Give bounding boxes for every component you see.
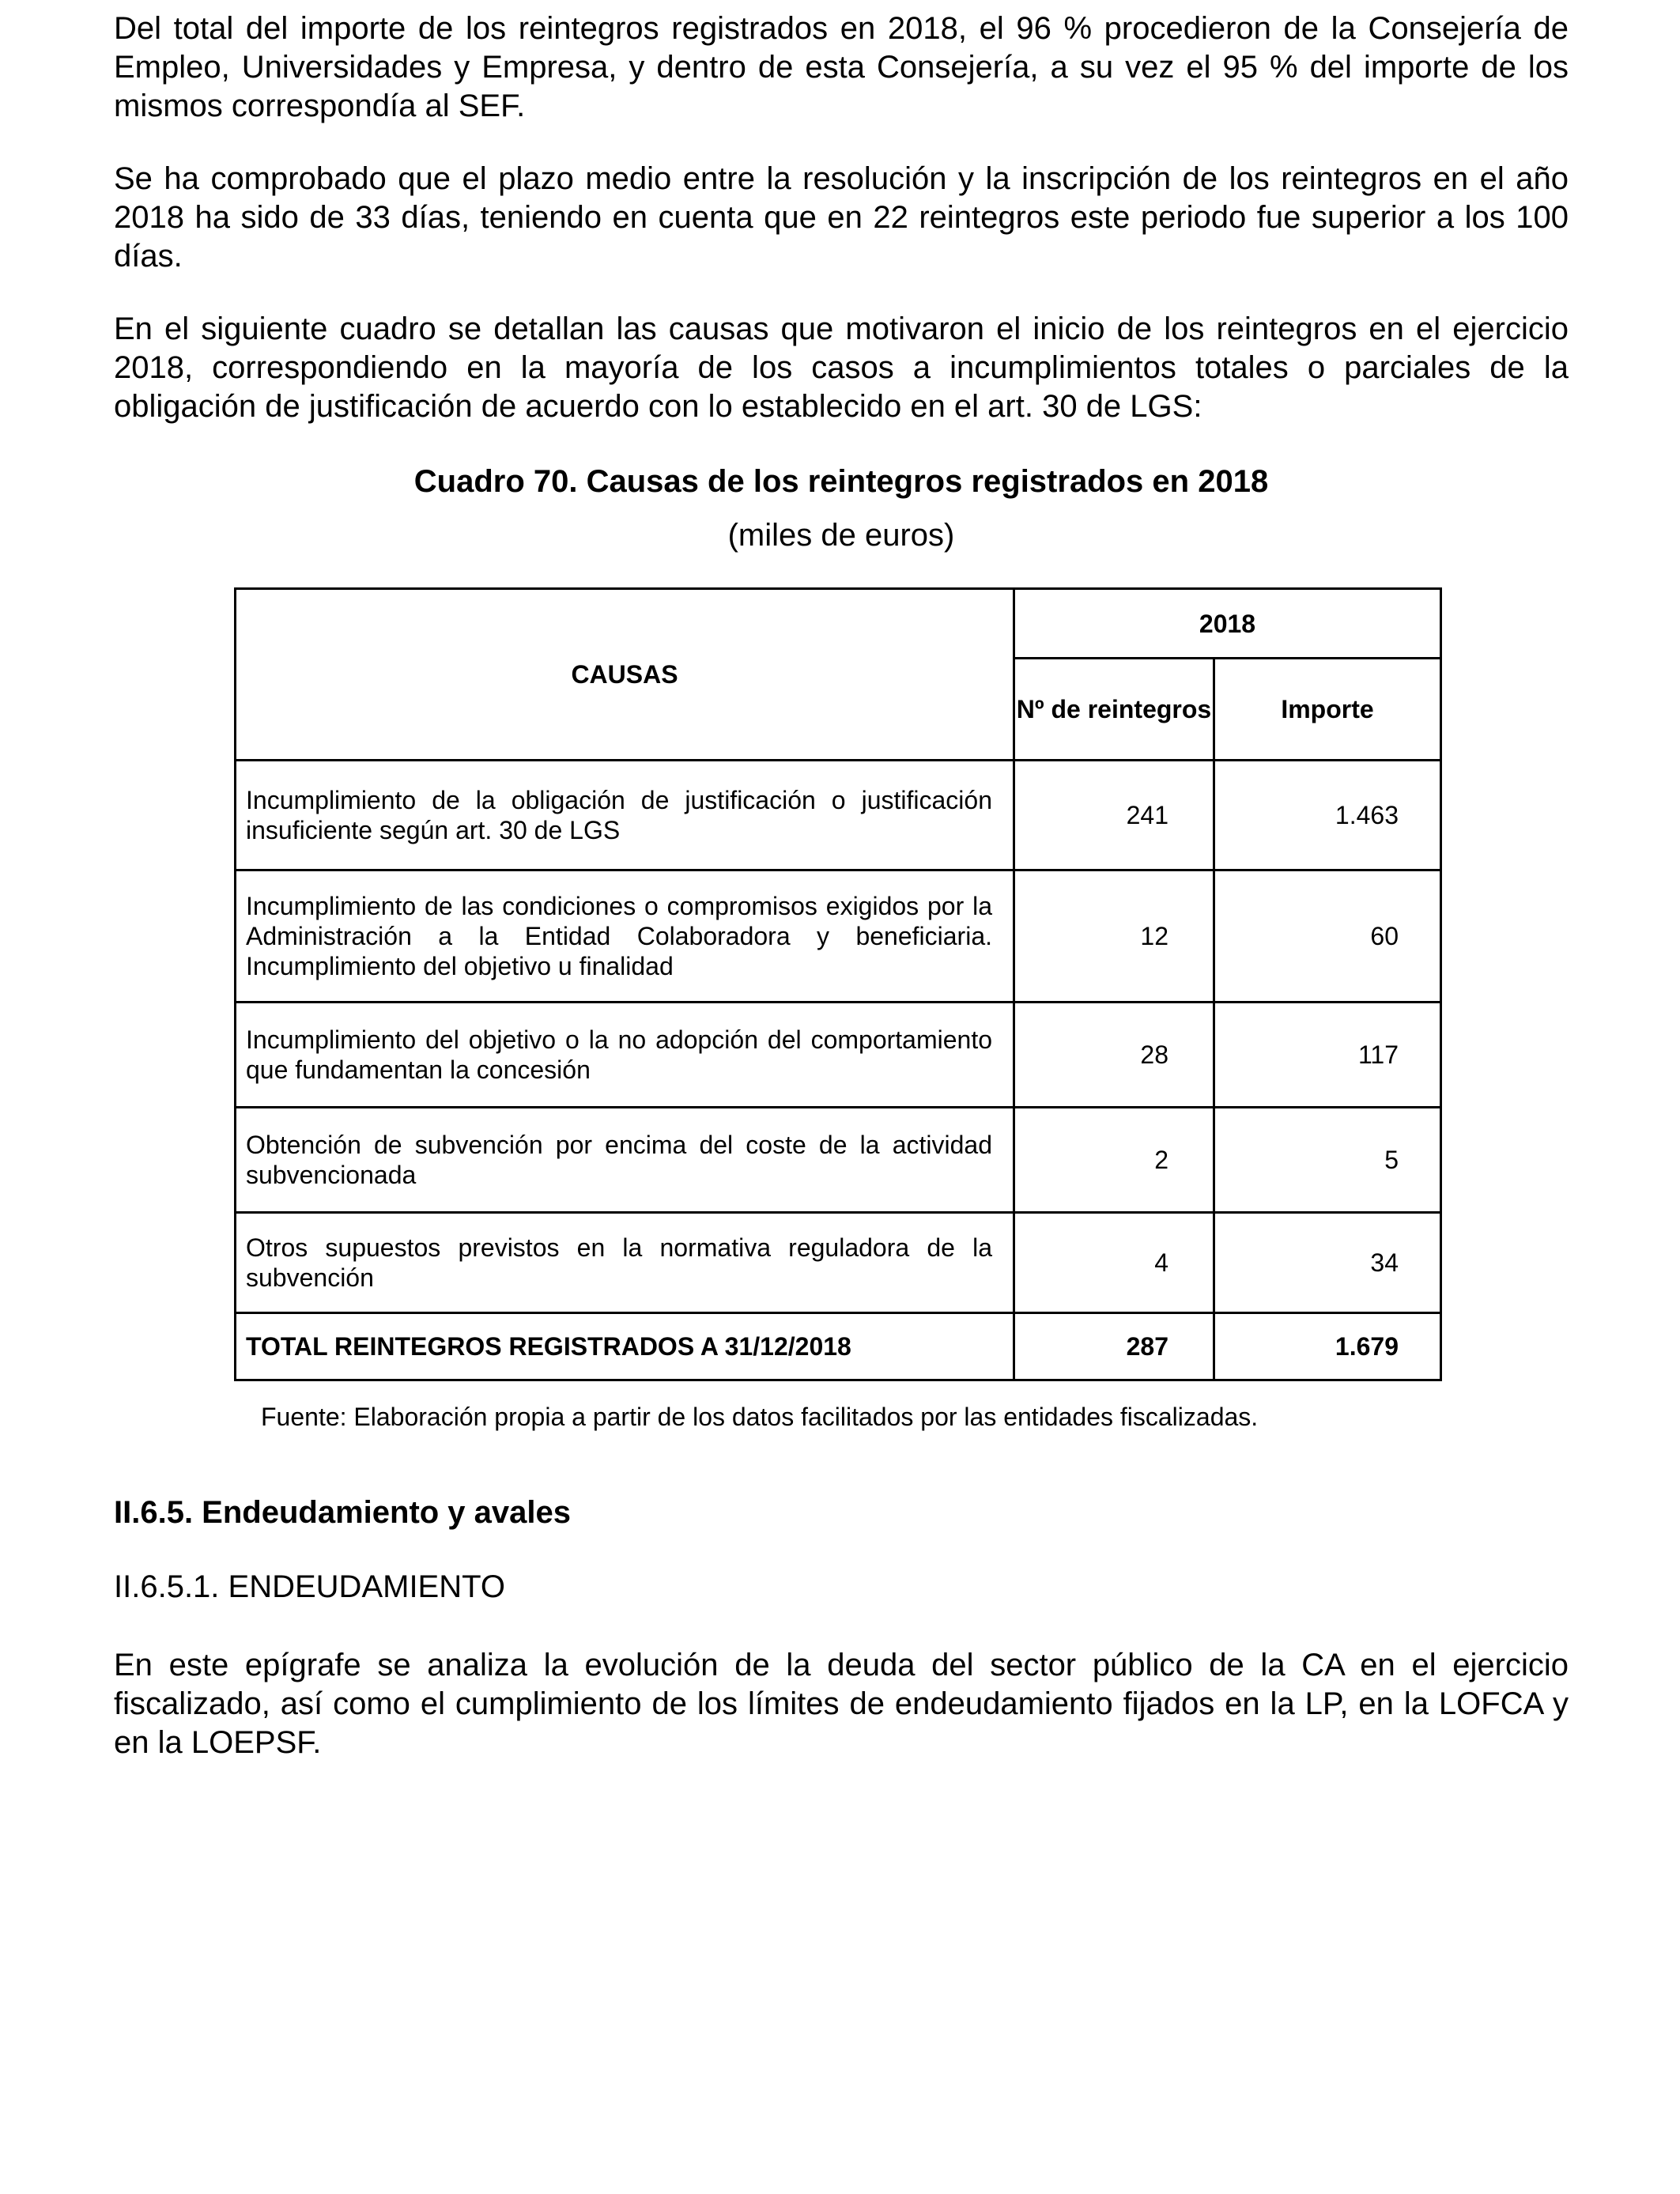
num-cell: 2 [1014,1108,1214,1213]
cause-cell: Obtención de subvención por encima del coste de la actividad subvencionada [236,1108,1014,1213]
importe-cell: 60 [1214,870,1441,1003]
table-row [236,761,1441,870]
table-total-row [236,1313,1441,1380]
table-row [236,1213,1441,1313]
table-row [236,870,1441,1003]
header-num-reintegros: Nº de reintegros [1014,659,1214,761]
table-row [236,1108,1441,1213]
header-year: 2018 [1014,589,1441,659]
total-importe-cell: 1.679 [1214,1313,1441,1380]
num-cell: 28 [1014,1003,1214,1108]
paragraph-causas-intro: En el siguiente cuadro se detallan las causas que motivaron el inicio de los reintegros en el ejercicio 2018, correspondiendo en la mayoría de los casos a incumplimientos totales o parciales de la obligación de justificación de acuerdo con lo establecido en el art. 30 de LGS: [114,312,1569,424]
paragraph-endeudamiento: En este epígrafe se analiza la evolución de la deuda del sector público de la CA en el ejercicio fiscalizado, así como el cumplimiento de los límites de endeudamiento fijados en la LP, en la LOFCA y en la LOEPSF. [114,1648,1569,1760]
header-causas: CAUSAS [236,589,1014,761]
importe-cell: 34 [1214,1213,1441,1313]
importe-cell: 5 [1214,1108,1441,1213]
cause-cell: Otros supuestos previstos en la normativa reguladora de la subvención [236,1213,1014,1313]
num-cell: 241 [1014,761,1214,870]
table-source-note: Fuente: Elaboración propia a partir de los datos facilitados por las entidades fiscalizadas. [261,1403,1259,1431]
table-header-row [236,589,1441,659]
cause-cell: Incumplimiento del objetivo o la no adopción del comportamiento que fundamentan la concesión [236,1003,1014,1108]
table-title: Cuadro 70. Causas de los reintegros registrados en 2018 [413,464,1269,499]
importe-cell: 117 [1214,1003,1441,1108]
total-num-cell: 287 [1014,1313,1214,1380]
header-importe: Importe [1214,659,1441,761]
num-cell: 12 [1014,870,1214,1003]
cause-cell: Incumplimiento de las condiciones o compromisos exigidos por la Administración a la Entidad Colaboradora y beneficiaria. Incumplimiento del objetivo u finalidad [236,870,1014,1003]
causes-table [234,587,1442,1381]
paragraph-plazo-medio: Se ha comprobado que el plazo medio entre la resolución y la inscripción de los reintegros en el año 2018 ha sido de 33 días, teniendo en cuenta que en 22 reintegros este periodo fue superior a los 100 días. [114,161,1569,274]
cause-cell: Incumplimiento de la obligación de justificación o justificación insuficiente según art. 30 de LGS [236,761,1014,870]
table-row [236,1003,1441,1108]
subsection-heading: II.6.5.1. ENDEUDAMIENTO [114,1569,505,1604]
section-heading: II.6.5. Endeudamiento y avales [114,1495,572,1530]
num-cell: 4 [1014,1213,1214,1313]
total-label-cell: TOTAL REINTEGROS REGISTRADOS A 31/12/2018 [236,1313,1014,1380]
paragraph-reintegros-importe: Del total del importe de los reintegros registrados en 2018, el 96 % procedieron de la Consejería de Empleo, Universidades y Empresa, y dentro de esta Consejería, a su vez el 95 % del importe de los mismos correspondía al SEF. [114,11,1569,123]
table-subtitle: (miles de euros) [727,518,955,553]
importe-cell: 1.463 [1214,761,1441,870]
